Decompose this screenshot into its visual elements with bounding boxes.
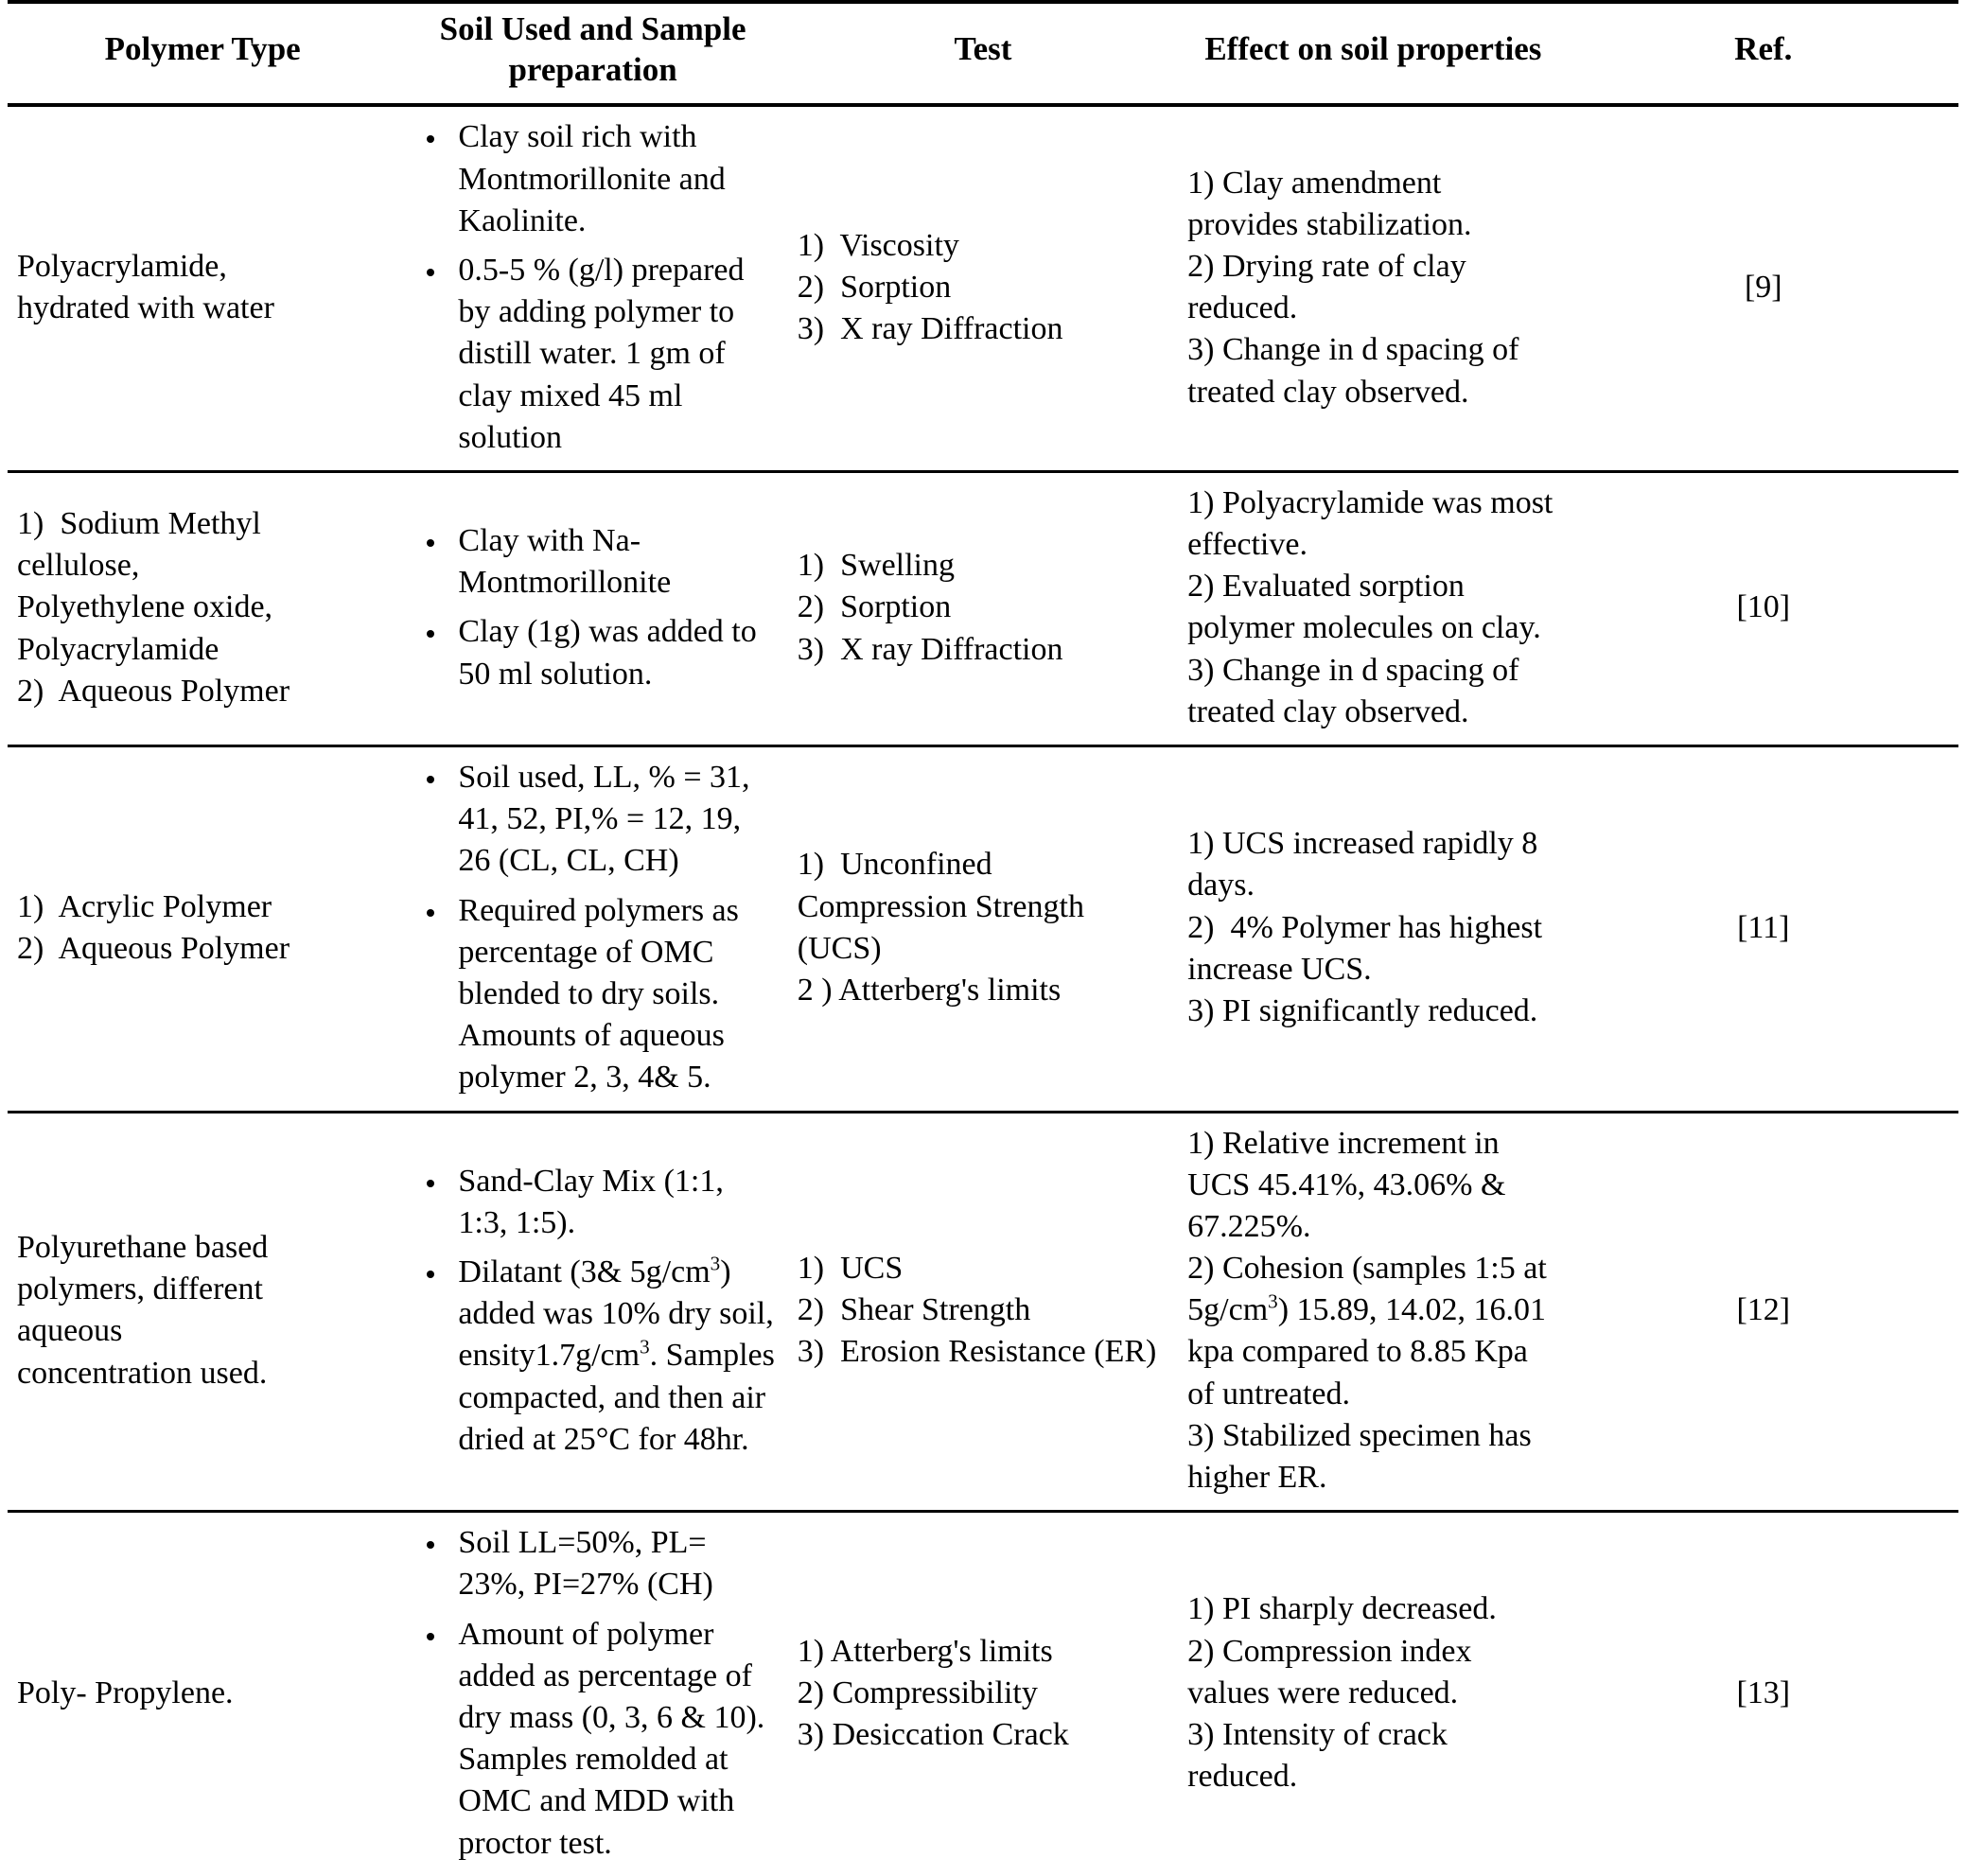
effect-item: 2) 4% Polymer has highest increase UCS. xyxy=(1187,909,1551,987)
test-item: 3) Erosion Resistance (ER) xyxy=(797,1334,1157,1370)
polymer-type-line: Poly- Propylene. xyxy=(17,1674,234,1710)
cell-test xyxy=(788,105,1178,471)
cell-soil-preparation xyxy=(397,105,787,471)
effect-item: 1) Relative increment in UCS 45.41%, 43.06% & 67.225%. xyxy=(1187,1125,1514,1244)
cell-reference: [13] xyxy=(1736,1674,1791,1710)
cell-polymer-type xyxy=(8,105,397,471)
test-item: 3) X ray Diffraction xyxy=(797,631,1063,667)
soil-preparation-list xyxy=(407,116,778,459)
table-row xyxy=(8,746,1958,1113)
soil-preparation-item: • Soil LL=50%, PL= 23%, PI=27% (CH) xyxy=(448,1522,778,1605)
test-item: 2 ) Atterberg's limits xyxy=(797,972,1062,1008)
effect-item: 2) Cohesion (samples 1:5 at $5g/cm^3$) 15.89, 14.02, 16.01 kpa compared to 8.85 Kpa of untreated. xyxy=(1187,1251,1555,1411)
polymer-type-line: polymers, different xyxy=(17,1271,263,1307)
effect-item: 1) PI sharply decreased. xyxy=(1187,1591,1497,1627)
cell-polymer-type xyxy=(8,471,397,745)
table-row xyxy=(8,105,1958,471)
effect-item: 3) PI significantly reduced. xyxy=(1187,993,1538,1029)
column-header-polymer-type: Polymer Type xyxy=(8,2,397,105)
effect-item: 2) Compression index values were reduced. xyxy=(1187,1633,1480,1710)
cell-soil-preparation xyxy=(397,471,787,745)
cell-reference: [12] xyxy=(1569,1112,1958,1512)
cell-test xyxy=(788,471,1178,745)
cell-reference: [10] xyxy=(1569,471,1958,745)
cell-soil-preparation xyxy=(397,746,787,1113)
soil-preparation-item: • Clay with Na-Montmorillonite xyxy=(448,520,778,604)
table-header-row xyxy=(8,2,1958,105)
cell-effect-on-soil-properties xyxy=(1178,1512,1568,1876)
soil-preparation-list xyxy=(407,1522,778,1865)
effect-item: 3) Change in d spacing of treated clay observed. xyxy=(1187,652,1527,729)
soil-preparation-item: • Required polymers as percentage of OMC blended to dry soils. Amounts of aqueous polymer 2, 3, 4& 5. xyxy=(448,890,778,1099)
polymer-type-line: Polyacrylamide xyxy=(17,631,219,667)
test-item: 1) Viscosity xyxy=(797,227,959,263)
effect-item: 2) Evaluated sorption polymer molecules on clay. xyxy=(1187,569,1541,646)
effect-item: 2) Drying rate of clay reduced. xyxy=(1187,248,1475,326)
polymer-type-line: hydrated with water xyxy=(17,290,274,326)
test-item: 3) X ray Diffraction xyxy=(797,311,1063,347)
effect-item: 3) Change in d spacing of treated clay observed. xyxy=(1187,332,1527,410)
polymer-type-line: Polyacrylamide, xyxy=(17,248,227,284)
cell-test xyxy=(788,746,1178,1113)
column-header-soil-used: Soil Used and Sample preparation xyxy=(397,2,787,105)
polymer-soil-stabilization-table xyxy=(8,0,1958,1876)
polymer-type-line: 1) Sodium Methyl xyxy=(17,505,261,541)
cell-soil-preparation xyxy=(397,1512,787,1876)
effect-item: 3) Intensity of crack reduced. xyxy=(1187,1717,1456,1795)
cell-polymer-type xyxy=(8,1112,397,1512)
cell-effect-on-soil-properties xyxy=(1178,1112,1568,1512)
cell-effect-on-soil-properties xyxy=(1178,746,1568,1113)
polymer-type-line: Polyethylene oxide, xyxy=(17,589,273,625)
table-header xyxy=(8,2,1958,105)
effect-item: 1) Clay amendment provides stabilization. xyxy=(1187,165,1472,242)
column-header-effect: Effect on soil properties xyxy=(1178,2,1568,105)
test-item: 1) Unconfined Compression Strength (UCS) xyxy=(797,847,1093,966)
table-body xyxy=(8,105,1958,1875)
cell-test xyxy=(788,1112,1178,1512)
soil-preparation-item: • Dilatant (3& $5g/cm^3$) added was 10% dry soil, $ensity1.7g/cm^3$. Samples compacted, and then air dried at 25°C for 48hr. xyxy=(448,1252,778,1461)
soil-preparation-item: • Clay (1g) was added to 50 ml solution. xyxy=(448,611,778,694)
polymer-type-line: 1) Acrylic Polymer xyxy=(17,888,272,924)
soil-preparation-item: • Sand-Clay Mix (1:1, 1:3, 1:5). xyxy=(448,1161,778,1244)
effect-item: 1) Polyacrylamide was most effective. xyxy=(1187,484,1561,563)
cell-polymer-type xyxy=(8,1512,397,1876)
polymer-type-line: concentration used. xyxy=(17,1355,268,1391)
test-item: 3) Desiccation Crack xyxy=(797,1717,1069,1753)
test-item: 2) Compressibility xyxy=(797,1674,1038,1710)
soil-preparation-list xyxy=(407,520,778,695)
table-row xyxy=(8,1112,1958,1512)
effect-item: 3) Stabilized specimen has higher ER. xyxy=(1187,1417,1540,1495)
test-item: 1) UCS xyxy=(797,1251,904,1287)
soil-preparation-item: • Clay soil rich with Montmorillonite and Kaolinite. xyxy=(448,116,778,242)
test-item: 1) Atterberg's limits xyxy=(797,1633,1053,1669)
test-item: 2) Shear Strength xyxy=(797,1292,1031,1328)
test-item: 2) Sorption xyxy=(797,270,952,306)
column-header-test: Test xyxy=(788,2,1178,105)
soil-preparation-item: • Amount of polymer added as percentage of dry mass (0, 3, 6 & 10). Samples remolded at OMC and MDD with proctor test. xyxy=(448,1614,778,1865)
cell-test xyxy=(788,1512,1178,1876)
soil-preparation-list xyxy=(407,757,778,1099)
polymer-type-line: cellulose, xyxy=(17,548,140,584)
cell-polymer-type xyxy=(8,746,397,1113)
cell-reference: [9] xyxy=(1569,105,1958,471)
effect-item: 1) UCS increased rapidly 8 days. xyxy=(1187,826,1546,903)
polymer-type-line: aqueous xyxy=(17,1313,123,1349)
test-item: 2) Sorption xyxy=(797,589,952,625)
test-item: 1) Swelling xyxy=(797,548,955,584)
polymer-type-line: Polyurethane based xyxy=(17,1229,269,1265)
cell-effect-on-soil-properties xyxy=(1178,471,1568,745)
soil-preparation-item: • Soil used, LL, % = 31, 41, 52, PI,% = 12, 19, 26 (CL, CL, CH) xyxy=(448,757,778,883)
polymer-type-line: 2) Aqueous Polymer xyxy=(17,673,290,709)
soil-preparation-list xyxy=(407,1161,778,1461)
column-header-ref: Ref. xyxy=(1569,2,1958,105)
polymer-type-line: 2) Aqueous Polymer xyxy=(17,930,290,966)
cell-effect-on-soil-properties xyxy=(1178,105,1568,471)
table-row xyxy=(8,471,1958,745)
soil-preparation-item: • 0.5-5 % (g/l) prepared by adding polymer to distill water. 1 gm of clay mixed 45 ml solution xyxy=(448,250,778,459)
table-row xyxy=(8,1512,1958,1876)
cell-soil-preparation xyxy=(397,1112,787,1512)
cell-reference: [11] xyxy=(1569,746,1958,1113)
